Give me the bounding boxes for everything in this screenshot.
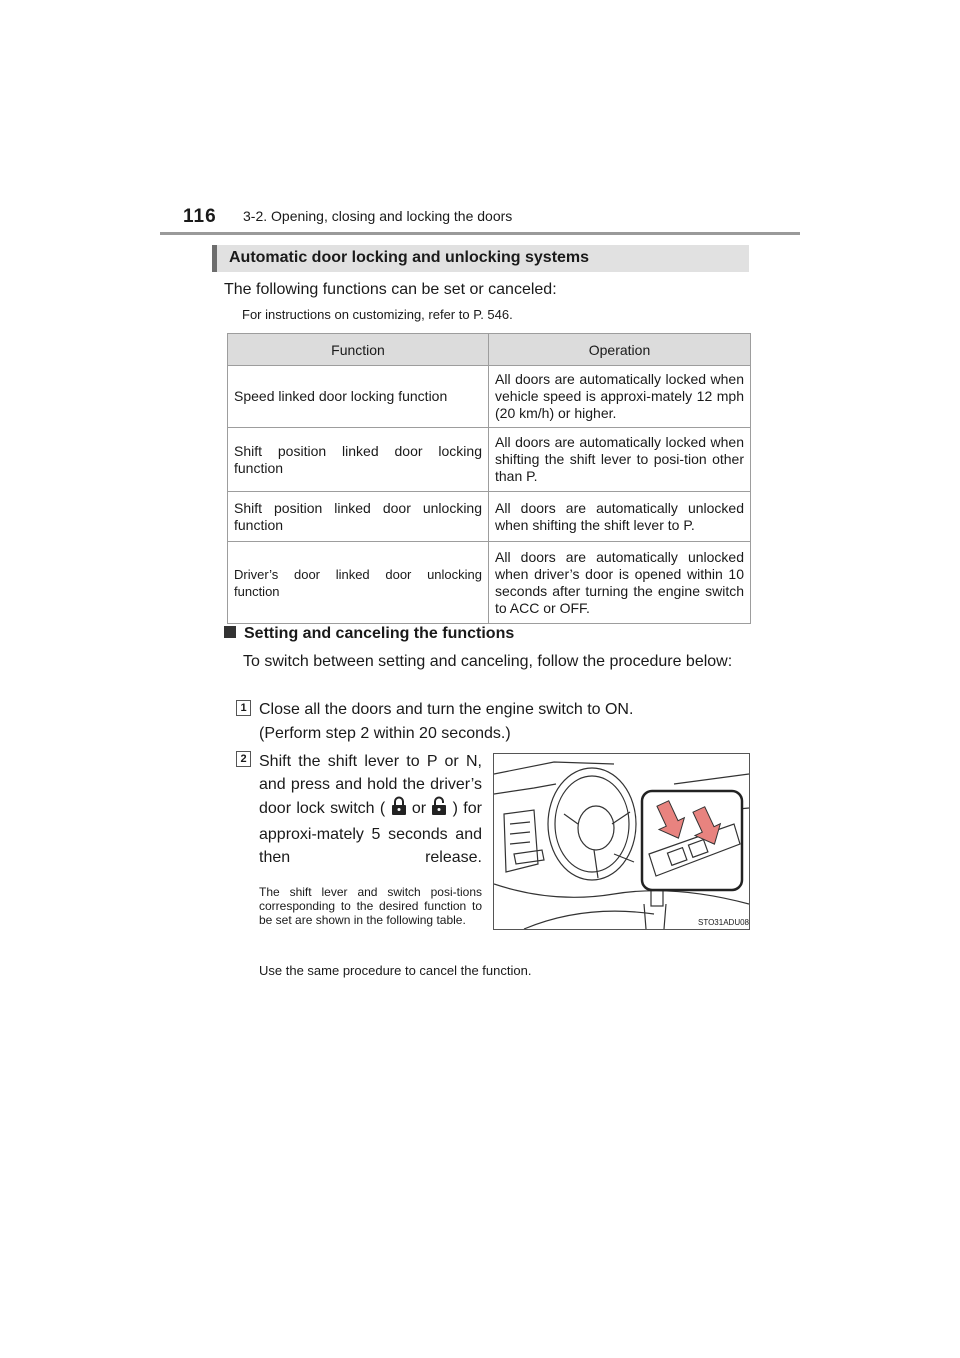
function-cell: Driver’s door linked door unlocking function — [228, 542, 489, 624]
operation-cell: All doors are automatically locked when shifting the shift lever to posi-tion other than P. — [489, 428, 751, 492]
column-header-function: Function — [228, 334, 489, 366]
dashboard-drawing — [494, 754, 749, 929]
cancel-note: Use the same procedure to cancel the function. — [259, 963, 532, 978]
step-2-note: The shift lever and switch posi-tions corresponding to the desired function to be set are shown in the following table. — [259, 885, 482, 927]
door-lock-switch-illustration — [493, 753, 750, 930]
square-bullet-icon — [224, 626, 236, 638]
illustration-code: STO31ADU08 — [698, 918, 749, 927]
step-1-text — [259, 698, 633, 746]
step-1-line-2: (Perform step 2 within 20 seconds.) — [259, 725, 511, 742]
step-2-text-a: Shift the shift lever to P or N, and press and hold the driver’s door lock switch ( — [259, 753, 482, 817]
operation-cell: All doors are automatically unlocked when driver’s door is opened within 10 seconds after turning the engine switch to ACC or OFF. — [489, 542, 751, 624]
step-number-2: 2 — [236, 751, 251, 767]
column-header-operation: Operation — [489, 334, 751, 366]
functions-table — [227, 333, 751, 624]
step-number-1: 1 — [236, 700, 251, 716]
table-header-row — [228, 334, 751, 366]
sub-heading — [224, 625, 514, 643]
section-title: 3-2. Opening, closing and locking the doors — [243, 208, 513, 224]
step-2-or: or — [411, 800, 427, 817]
step-2-text — [259, 750, 482, 869]
intro-note: For instructions on customizing, refer to P. 546. — [242, 307, 513, 322]
table-row — [228, 366, 751, 428]
table-row — [228, 428, 751, 492]
header-divider — [160, 232, 800, 235]
function-cell: Shift position linked door unlocking function — [228, 492, 489, 542]
procedure-intro: To switch between setting and canceling, follow the procedure below: — [243, 653, 733, 670]
page-number: 116 — [183, 206, 217, 227]
sub-heading-text: Setting and canceling the functions — [244, 625, 515, 642]
operation-cell: All doors are automatically unlocked when shifting the shift lever to P. — [489, 492, 751, 542]
function-cell: Shift position linked door locking function — [228, 428, 489, 492]
section-heading: Automatic door locking and unlocking systems — [229, 249, 590, 266]
function-cell: Speed linked door locking function — [228, 366, 489, 428]
operation-cell: All doors are automatically locked when vehicle speed is approxi-mately 12 mph (20 km/h) or higher. — [489, 366, 751, 428]
table-row — [228, 542, 751, 624]
intro-text: The following functions can be set or canceled: — [224, 281, 557, 298]
step-1-line-1: Close all the doors and turn the engine switch to ON. — [259, 701, 634, 718]
table-row — [228, 492, 751, 542]
step-2-text-b: ) for approxi-mately 5 seconds and then release. — [259, 800, 482, 866]
lock-icon — [391, 796, 407, 823]
unlock-icon — [431, 796, 447, 823]
section-heading-bar — [212, 245, 749, 272]
